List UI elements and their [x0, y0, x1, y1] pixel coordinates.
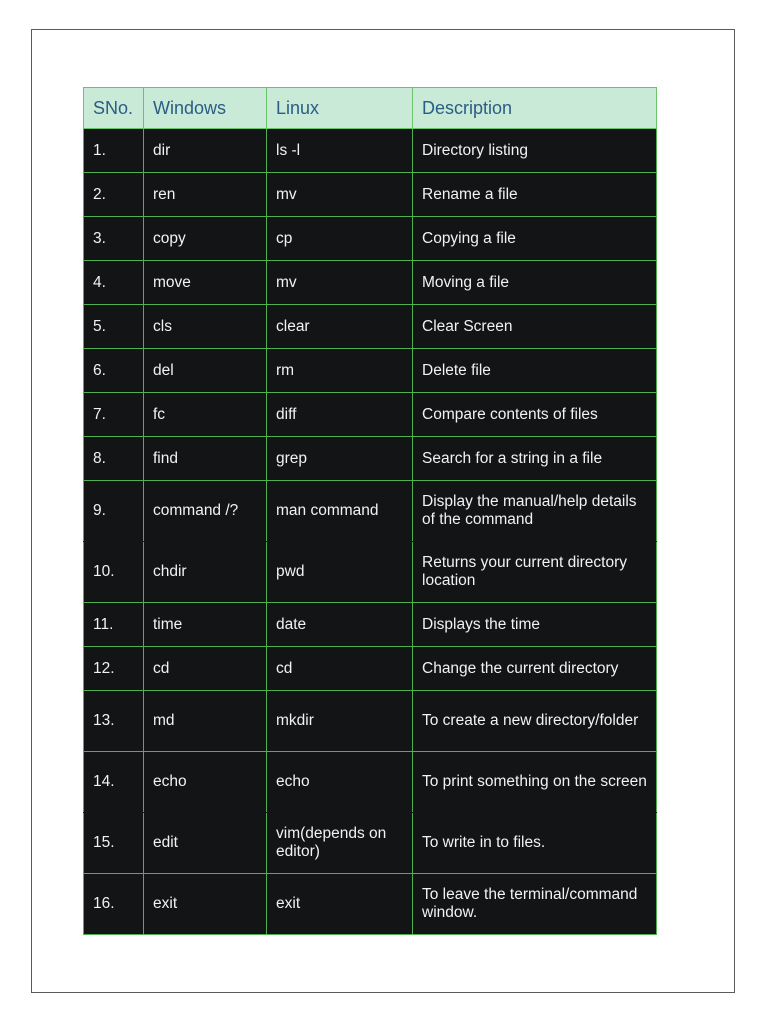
cell-windows: chdir — [144, 542, 267, 603]
table-row — [84, 129, 657, 173]
cell-sno: 5. — [84, 305, 144, 349]
cell-sno: 10. — [84, 542, 144, 603]
cell-description: To leave the terminal/command window. — [413, 874, 657, 935]
table-row — [84, 813, 657, 874]
cell-linux: cp — [267, 217, 413, 261]
cell-sno: 12. — [84, 647, 144, 691]
cell-sno: 16. — [84, 874, 144, 935]
cell-sno: 6. — [84, 349, 144, 393]
header-sno: SNo. — [84, 88, 144, 129]
cell-sno: 8. — [84, 437, 144, 481]
cell-linux: clear — [267, 305, 413, 349]
cell-windows: command /? — [144, 481, 267, 542]
cell-sno: 13. — [84, 691, 144, 752]
cell-windows: md — [144, 691, 267, 752]
table-row — [84, 349, 657, 393]
cell-sno: 11. — [84, 603, 144, 647]
cell-description: Rename a file — [413, 173, 657, 217]
cell-windows: ren — [144, 173, 267, 217]
header-windows: Windows — [144, 88, 267, 129]
cell-sno: 9. — [84, 481, 144, 542]
cell-description: To write in to files. — [413, 813, 657, 874]
table-row — [84, 173, 657, 217]
cell-description: To print something on the screen — [413, 752, 657, 813]
table-row — [84, 481, 657, 542]
table-row — [84, 305, 657, 349]
cell-description: Moving a file — [413, 261, 657, 305]
cell-sno: 1. — [84, 129, 144, 173]
cell-linux: vim(depends on editor) — [267, 813, 413, 874]
cell-linux: date — [267, 603, 413, 647]
cell-description: To create a new directory/folder — [413, 691, 657, 752]
cell-description: Display the manual/help details of the command — [413, 481, 657, 542]
table-row — [84, 261, 657, 305]
cell-description: Returns your current directory location — [413, 542, 657, 603]
header-linux: Linux — [267, 88, 413, 129]
cell-description: Copying a file — [413, 217, 657, 261]
cell-sno: 14. — [84, 752, 144, 813]
cell-linux: echo — [267, 752, 413, 813]
cell-linux: man command — [267, 481, 413, 542]
header-description: Description — [413, 88, 657, 129]
cell-windows: find — [144, 437, 267, 481]
cell-windows: del — [144, 349, 267, 393]
cell-sno: 15. — [84, 813, 144, 874]
cell-linux: exit — [267, 874, 413, 935]
cell-windows: fc — [144, 393, 267, 437]
cell-description: Displays the time — [413, 603, 657, 647]
cell-linux: mv — [267, 261, 413, 305]
cell-description: Compare contents of files — [413, 393, 657, 437]
table-row — [84, 217, 657, 261]
cell-linux: pwd — [267, 542, 413, 603]
cell-linux: grep — [267, 437, 413, 481]
table-row — [84, 603, 657, 647]
cell-description: Directory listing — [413, 129, 657, 173]
commands-table — [83, 87, 657, 935]
cell-windows: move — [144, 261, 267, 305]
cell-windows: copy — [144, 217, 267, 261]
cell-sno: 3. — [84, 217, 144, 261]
header-row — [84, 88, 657, 129]
cell-windows: time — [144, 603, 267, 647]
cell-linux: rm — [267, 349, 413, 393]
cell-windows: dir — [144, 129, 267, 173]
cell-windows: echo — [144, 752, 267, 813]
cell-description: Delete file — [413, 349, 657, 393]
cell-linux: mv — [267, 173, 413, 217]
table-row — [84, 874, 657, 935]
cell-windows: cls — [144, 305, 267, 349]
cell-linux: mkdir — [267, 691, 413, 752]
table-row — [84, 437, 657, 481]
cell-description: Search for a string in a file — [413, 437, 657, 481]
table-row — [84, 647, 657, 691]
cell-linux: ls -l — [267, 129, 413, 173]
cell-description: Clear Screen — [413, 305, 657, 349]
table-row — [84, 752, 657, 813]
cell-sno: 7. — [84, 393, 144, 437]
cell-linux: diff — [267, 393, 413, 437]
table-row — [84, 393, 657, 437]
cell-linux: cd — [267, 647, 413, 691]
table-row — [84, 542, 657, 603]
cell-sno: 4. — [84, 261, 144, 305]
cell-windows: edit — [144, 813, 267, 874]
cell-sno: 2. — [84, 173, 144, 217]
cell-windows: cd — [144, 647, 267, 691]
table-row — [84, 691, 657, 752]
cell-description: Change the current directory — [413, 647, 657, 691]
cell-windows: exit — [144, 874, 267, 935]
